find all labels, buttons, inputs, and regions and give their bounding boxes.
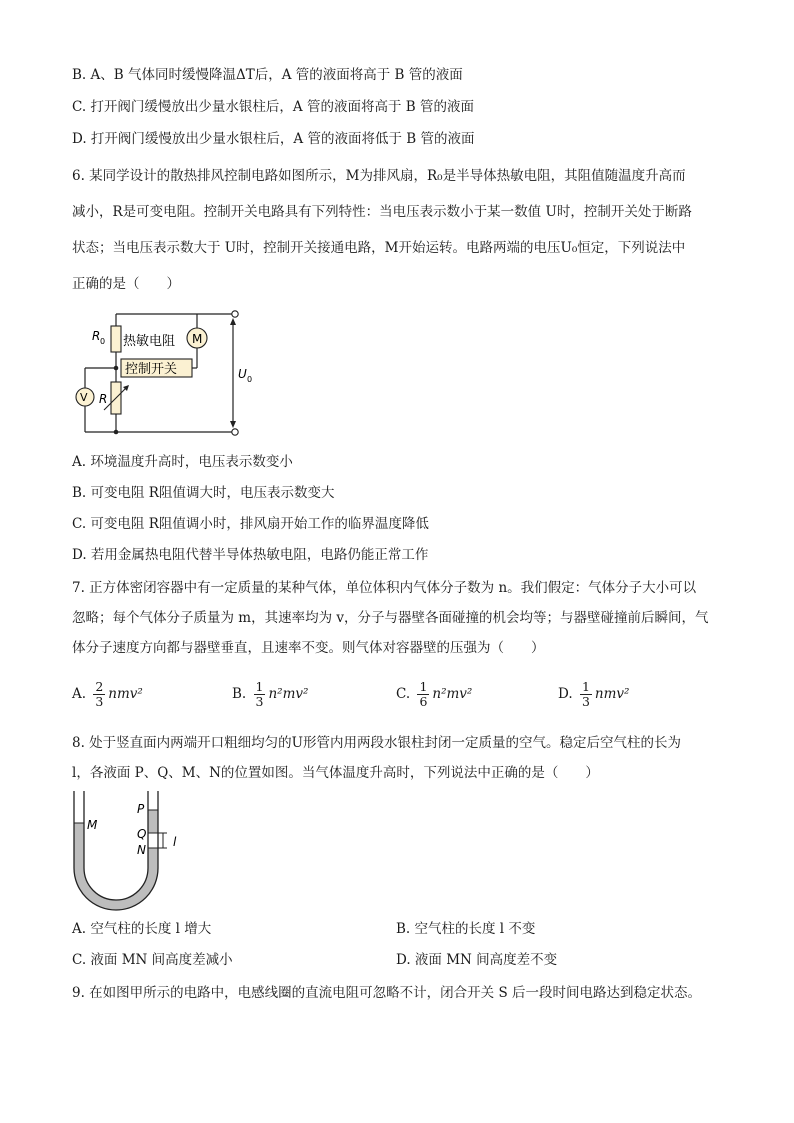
q9-stem-line-1: 9. 在如图甲所示的电路中，电感线圈的直流电阻可忽略不计，闭合开关 S 后一段时间电路达到稳定状态。 <box>72 985 702 1001</box>
q5-option-b: B. A、B 气体同时缓慢降温ΔT后，A 管的液面将高于 B 管的液面 <box>72 67 463 83</box>
thermistor-label: 热敏电阻 <box>123 334 176 349</box>
q6-stem-line-2: 减小，R是可变电阻。控制开关电路具有下列特性：当电压表示数小于某一数值 U时，控制开关处于断路 <box>72 204 692 220</box>
q8-u-tube-diagram <box>66 788 196 916</box>
q7-option-c: C. $\frac{1}{6}$ n²mv² <box>396 679 473 709</box>
r-label: R <box>99 392 108 406</box>
q6-stem-line-3: 状态；当电压表示数大于 U时，控制开关接通电路，M开始运转。电路两端的电压U₀恒定，下列说法中 <box>72 240 686 256</box>
motor-label: M <box>192 332 203 346</box>
level-m-label: M <box>87 818 98 832</box>
q5-option-d: D. 打开阀门缓慢放出少量水银柱后，A 管的液面将低于 B 管的液面 <box>72 131 475 147</box>
level-p-label: P <box>137 802 145 816</box>
q7-option-b: B. $\frac{1}{3}$ n²mv² <box>232 679 309 709</box>
q6-stem-line-4: 正确的是（ ） <box>72 276 180 292</box>
q6-circuit-diagram <box>70 304 260 444</box>
q8-option-b: B. 空气柱的长度 l 不变 <box>396 921 536 937</box>
level-q-label: Q <box>137 827 147 841</box>
q8-option-c: C. 液面 MN 间高度差减小 <box>72 952 233 968</box>
q7-stem-line-2: 忽略；每个气体分子质量为 m，其速率均为 v，分子与器壁各面碰撞的机会均等；与器壁碰撞前后瞬间，气 <box>72 610 709 626</box>
q6-stem-line-1: 6. 某同学设计的散热排风控制电路如图所示，M为排风扇，R₀是半导体热敏电阻，其阻值随温度升高而 <box>72 168 686 184</box>
u0-label: U <box>238 367 247 381</box>
q7-option-a: A. $\frac{2}{3}$ nmv² <box>72 679 143 709</box>
air-column-l-label: l <box>173 835 177 849</box>
level-n-label: N <box>137 843 146 857</box>
q6-option-b: B. 可变电阻 R阻值调大时，电压表示数变大 <box>72 485 335 501</box>
voltmeter-label: V <box>80 391 88 404</box>
r0-subscript: 0 <box>100 337 106 346</box>
q8-stem-line-2: l，各液面 P、Q、M、N的位置如图。当气体温度升高时，下列说法中正确的是（ ） <box>72 765 599 781</box>
q7-stem-line-3: 体分子速度方向都与器壁垂直，且速率不变。则气体对容器壁的压强为（ ） <box>72 640 545 656</box>
q8-option-d: D. 液面 MN 间高度差不变 <box>396 952 558 968</box>
q8-stem-line-1: 8. 处于竖直面内两端开口粗细均匀的U形管内用两段水银柱封闭一定质量的空气。稳定后空气柱的长为 <box>72 735 682 751</box>
u0-subscript: 0 <box>247 375 253 384</box>
q6-option-d: D. 若用金属热电阻代替半导体热敏电阻，电路仍能正常工作 <box>72 547 429 563</box>
q6-option-a: A. 环境温度升高时，电压表示数变小 <box>72 454 293 470</box>
q5-option-c: C. 打开阀门缓慢放出少量水银柱后，A 管的液面将高于 B 管的液面 <box>72 99 474 115</box>
q7-option-d: D. $\frac{1}{3}$ nmv² <box>558 679 630 709</box>
control-switch-label: 控制开关 <box>125 362 178 377</box>
q8-option-a: A. 空气柱的长度 l 增大 <box>72 921 212 937</box>
r0-label: R <box>92 329 101 343</box>
q7-stem-line-1: 7. 正方体密闭容器中有一定质量的某种气体，单位体积内气体分子数为 n。我们假定：气体分子大小可以 <box>72 580 697 596</box>
q6-option-c: C. 可变电阻 R阻值调小时，排风扇开始工作的临界温度降低 <box>72 516 429 532</box>
